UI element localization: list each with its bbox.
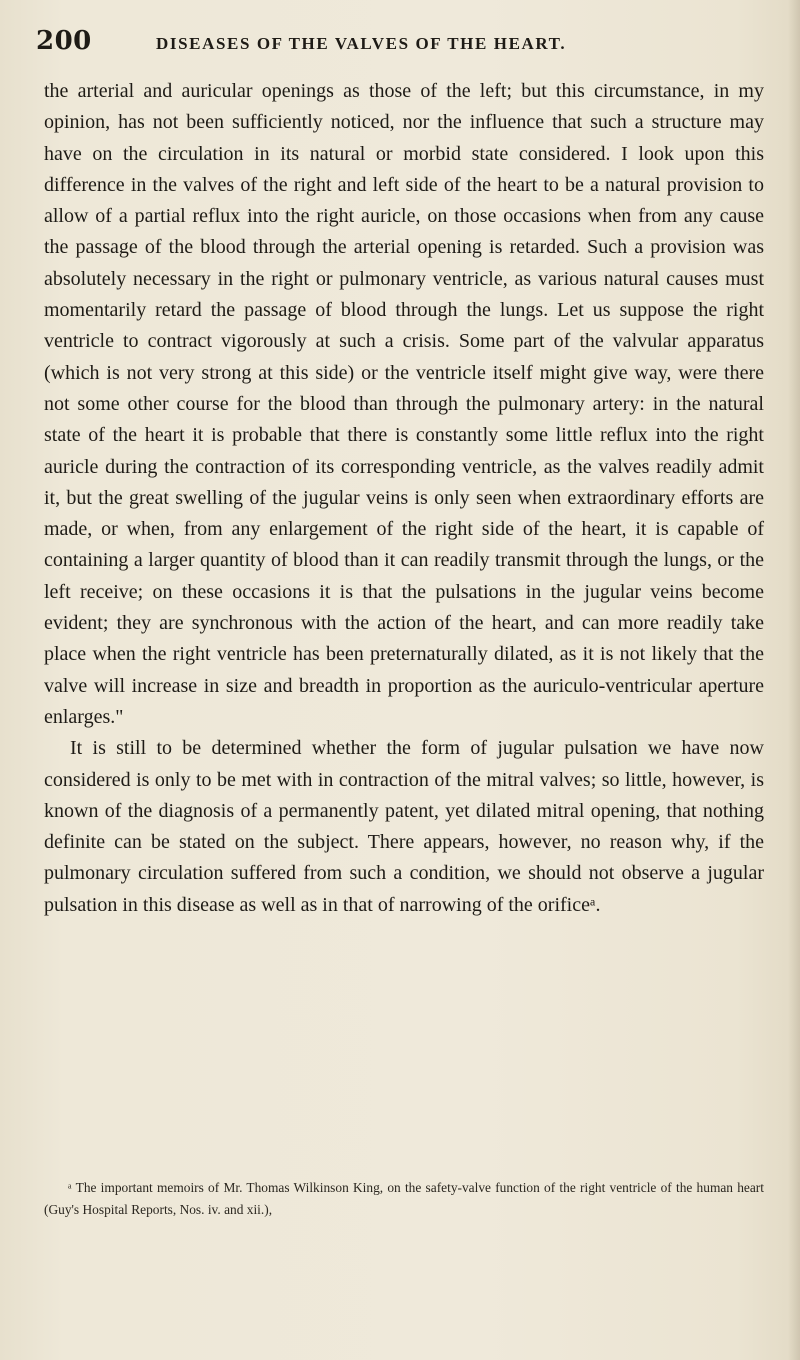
body-text (44, 76, 764, 921)
running-title: DISEASES OF THE VALVES OF THE HEART. (156, 34, 567, 53)
page-edge-shadow (788, 0, 800, 1360)
page-header (36, 26, 766, 60)
paragraph-1: the arterial and auricular openings as those of the left; but this circumstance, in my opinion, has not been sufficiently noticed, nor the influence that such a structure may have on the circulation in its natural or morbid state considered. I look upon this difference in the valves of the right and left side of the heart to be a natural provision to allow of a partial reflux into the right auricle, on those occasions when from any cause the passage of the blood through the arterial opening is retarded. Such a provision was absolutely necessary in the right or pulmonary ventricle, as various natural causes must momentarily retard the passage of blood through the lungs. Let us suppose the right ventricle to contract vigorously at such a crisis. Some part of the valvular apparatus (which is not very strong at this side) or the ventricle itself might give way, were there not some other course for the blood than through the pulmonary artery: in the natural state of the heart it is probable that there is constantly some little reflux into the right auricle during the contraction of its corresponding ventricle, as the valves readily admit it, but the great swelling of the jugular veins is only seen when extraordinary efforts are made, or when, from any enlargement of the right side of the heart, it is capable of containing a larger quantity of blood than it can readily transmit through the lungs, or the left receive; on these occasions it is that the pulsations in the jugular veins become evident; they are synchronous with the action of the heart, and can more readily take place when the right ventricle has been preternaturally dilated, as it is not likely that the valve will increase in size and breadth in proportion as the auriculo-ventricular aperture enlarges." (44, 80, 764, 728)
paragraph-2: It is still to be determined whether the form of jugular pulsation we have now considered is only to be met with in contraction of the mitral valves; so little, however, is known of the diagnosis of a permanently patent, yet dilated mitral opening, that nothing definite can be stated on the subject. There appears, however, no reason why, if the pulmonary circulation suffered from such a condition, we should not observe a jugular pulsation in this disease as well as in that of narrowing of the orificeᵃ. (44, 737, 764, 916)
page-number: 200 (36, 26, 92, 56)
footnote: ᵃ The important memoirs of Mr. Thomas Wilkinson King, on the safety-valve function of the right ventricle of the human heart (Guy's Hospital Reports, Nos. iv. and xii.), (44, 1180, 764, 1218)
